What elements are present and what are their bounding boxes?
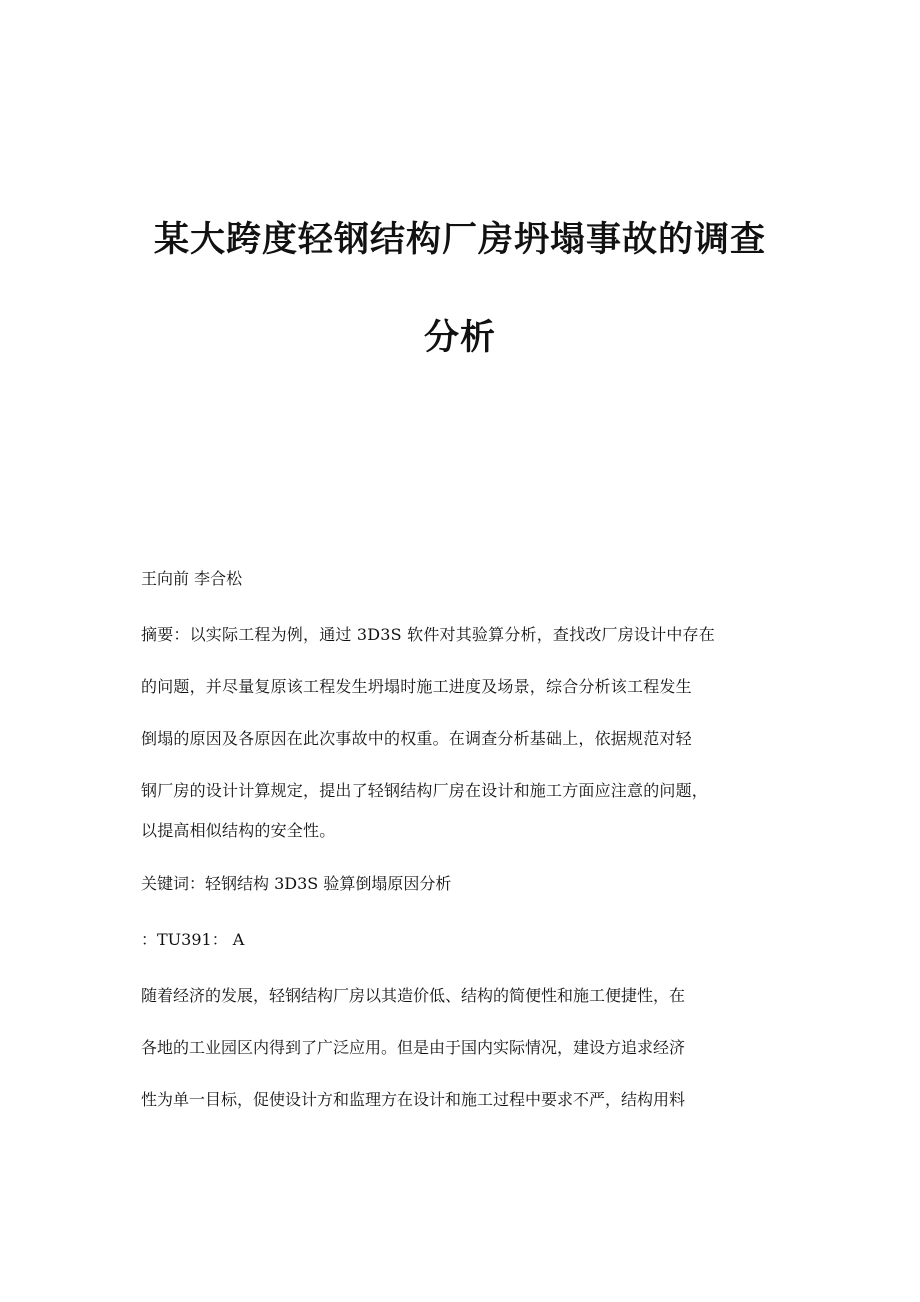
abstract-line: 的问题，并尽量复原该工程发生坍塌时施工进度及场景，综合分析该工程发生 xyxy=(141,677,692,696)
document-title-line-2: 分析 xyxy=(423,317,496,358)
body-paragraph-line: 各地的工业园区内得到了广泛应用。但是由于国内实际情况，建设方追求经济 xyxy=(141,1038,686,1057)
body-paragraph-line: 随着经济的发展，轻钢结构厂房以其造价低、结构的简便性和施工便捷性，在 xyxy=(141,986,686,1005)
classification-code: ：TU391： A xyxy=(141,930,245,949)
abstract-line: 摘要：以实际工程为例，通过 3D3S 软件对其验算分析，查找改厂房设计中存在 xyxy=(141,625,715,644)
abstract-line: 以提高相似结构的安全性。 xyxy=(141,821,336,840)
authors: 王向前 李合松 xyxy=(141,569,243,588)
keywords: 关键词：轻钢结构 3D3S 验算倒塌原因分析 xyxy=(141,874,452,893)
abstract-line: 倒塌的原因及各原因在此次事故中的权重。在调查分析基础上，依据规范对轻 xyxy=(141,729,692,748)
abstract-line: 钢厂房的设计计算规定，提出了轻钢结构厂房在设计和施工方面应注意的问题， xyxy=(141,781,709,800)
document-title-line-1: 某大跨度轻钢结构厂房坍塌事故的调查 xyxy=(153,219,766,260)
body-paragraph-line: 性为单一目标，促使设计方和监理方在设计和施工过程中要求不严，结构用料 xyxy=(141,1090,686,1109)
